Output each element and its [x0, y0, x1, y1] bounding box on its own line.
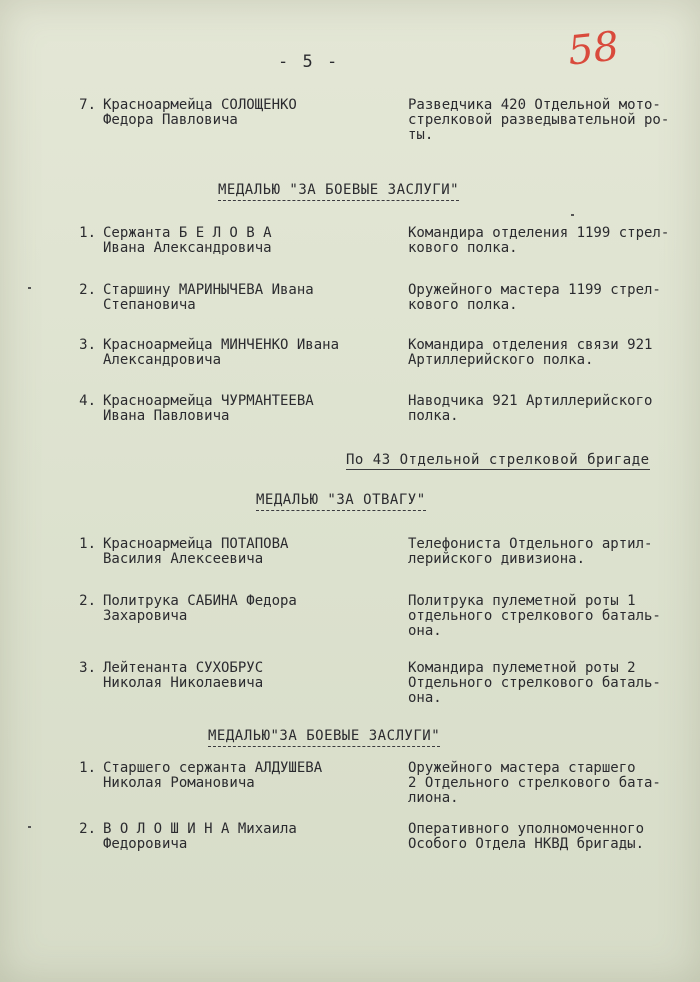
recipient-name: Красноармейца ПОТАПОВА Василия Алексеевича [103, 536, 289, 567]
entry-number: 2. [79, 282, 96, 298]
heading-underline [346, 469, 650, 470]
paper-speck [28, 826, 31, 828]
entry-number: 1. [79, 536, 96, 552]
recipient-position: Политрука пулеметной роты 1 отдельного стрелкового баталь- она. [408, 593, 661, 639]
entry-number: 2. [79, 821, 96, 837]
recipient-position: Командира пулеметной роты 2 Отдельного стрелкового баталь- она. [408, 660, 661, 706]
recipient-name: Политрука САБИНА Федора Захаровича [103, 593, 297, 624]
recipient-name: Старшего сержанта АЛДУШЕВА Николая Романовича [103, 760, 323, 791]
recipient-name: Старшину МАРИНЫЧЕВА Ивана Степановича [103, 282, 314, 313]
recipient-name: Красноармейца СОЛОЩЕНКО Федора Павловича [103, 97, 297, 128]
page-number: - 5 - [278, 52, 340, 72]
recipient-name: Красноармейца МИНЧЕНКО Ивана Александровича [103, 337, 340, 368]
unit-heading: По 43 Отдельной стрелковой бригаде [346, 452, 650, 468]
recipient-position: Разведчика 420 Отдельной мото- стрелковой разведывательной ро- ты. [408, 97, 670, 143]
entry-number: 2. [79, 593, 96, 609]
entry-number: 7. [79, 97, 96, 113]
entry-number: 4. [79, 393, 96, 409]
entry-number: 3. [79, 337, 96, 353]
recipient-position: Командира отделения связи 921 Артиллерийского полка. [408, 337, 653, 368]
heading-underline [208, 746, 440, 747]
recipient-name: Сержанта Б Е Л О В А Ивана Александровича [103, 225, 272, 256]
entry-number: 1. [79, 225, 96, 241]
entry-number: 1. [79, 760, 96, 776]
section-heading: МЕДАЛЬЮ"ЗА БОЕВЫЕ ЗАСЛУГИ" [208, 728, 440, 747]
recipient-position: Оружейного мастера 1199 стрел- кового полка. [408, 282, 661, 313]
recipient-position: Оперативного уполномоченного Особого Отдела НКВД бригады. [408, 821, 645, 852]
section-heading: МЕДАЛЬЮ "ЗА ОТВАГУ" [256, 492, 426, 511]
paper-speck [571, 214, 574, 216]
recipient-position: Наводчика 921 Артиллерийского полка. [408, 393, 653, 424]
recipient-name: В О Л О Ш И Н А Михаила Федоровича [103, 821, 297, 852]
heading-underline [218, 200, 459, 201]
recipient-position: Командира отделения 1199 стрел- кового полка. [408, 225, 670, 256]
section-heading: МЕДАЛЬЮ "ЗА БОЕВЫЕ ЗАСЛУГИ" [218, 182, 459, 201]
recipient-name: Красноармейца ЧУРМАНТЕЕВА Ивана Павловича [103, 393, 314, 424]
recipient-position: Телефониста Отдельного артил- лерийского дивизиона. [408, 536, 653, 567]
archive-page-number: 58 [565, 23, 622, 75]
entry-number: 3. [79, 660, 96, 676]
recipient-position: Оружейного мастера старшего 2 Отдельного стрелкового бата- лиона. [408, 760, 661, 806]
heading-underline [256, 510, 426, 511]
recipient-name: Лейтенанта СУХОБРУС Николая Николаевича [103, 660, 264, 691]
paper-speck [28, 287, 31, 289]
